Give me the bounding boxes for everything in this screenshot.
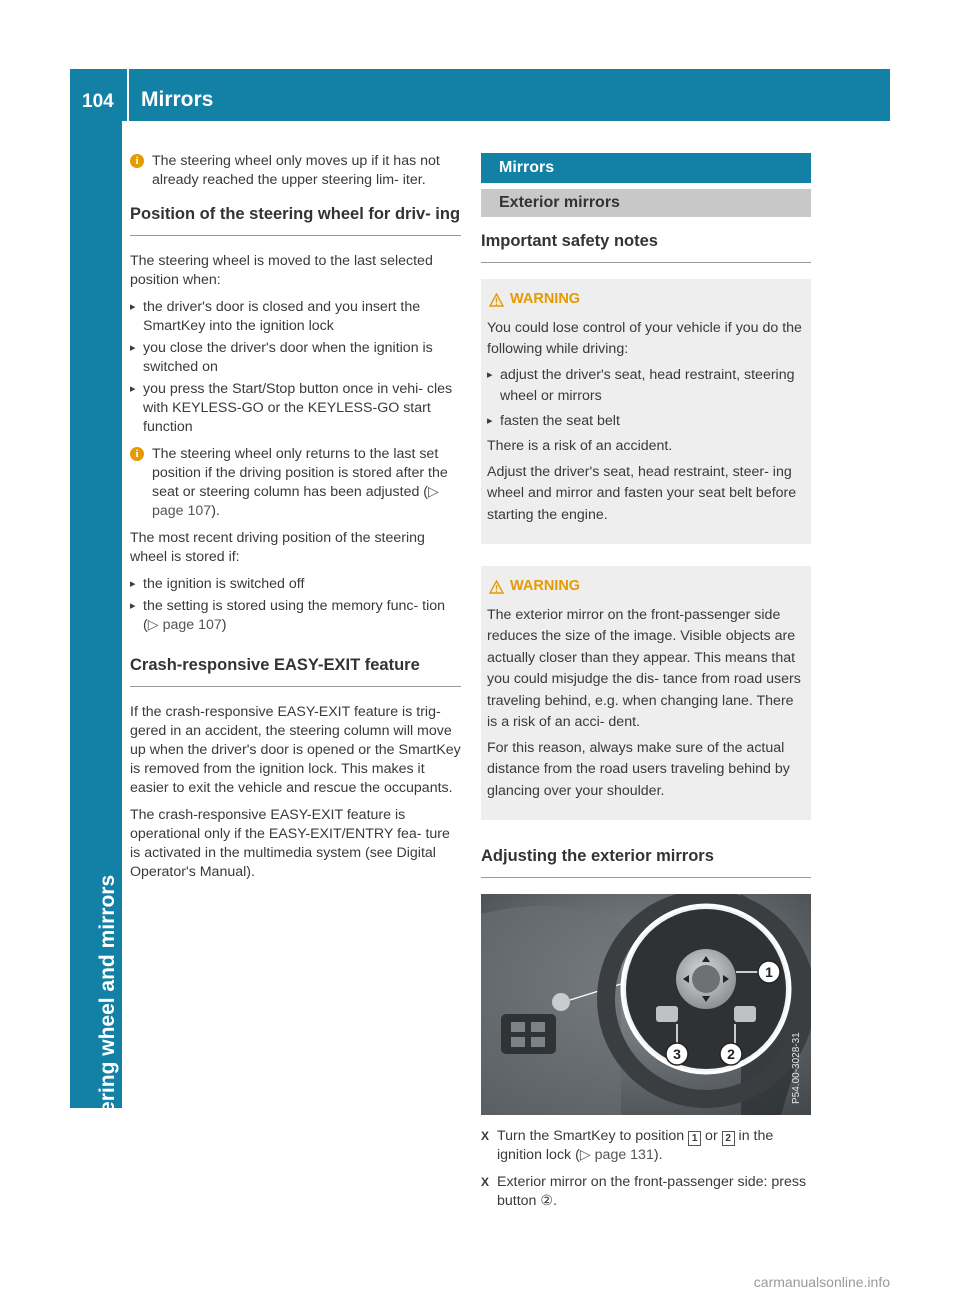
warning-box — [481, 566, 811, 820]
instruction-steps — [481, 1127, 811, 1211]
page-ref-link[interactable]: ▷ page 131 — [579, 1147, 654, 1163]
header-divider — [127, 69, 129, 121]
mirror-control-figure — [481, 894, 811, 1115]
paragraph: For this reason, always make sure of the actual distance from the road users traveling behind by glancing over your shoulder. — [487, 739, 790, 799]
list-item: ▸ you press the Start/Stop button once in vehi- cles with KEYLESS-GO or the KEYLESS-GO start function — [130, 380, 461, 437]
watermark: carmanualsonline.info — [753, 1274, 890, 1290]
note-text: The steering wheel only returns to the last set position if the driving position is stored after the seat or steering column has been adjusted (▷ page 107). — [152, 446, 448, 519]
page-number: 104 — [82, 91, 114, 112]
step-item: X Turn the SmartKey to position 1 or 2 in the ignition lock (▷ page 131). — [481, 1127, 811, 1165]
note-text: The steering wheel only moves up if it has not already reached the upper steering lim- iter. — [152, 153, 440, 188]
paragraph: The exterior mirror on the front-passenger side reduces the size of the image. Visible objects are actually closer than they appear. This means that you could misjudge the dis- tance from road users traveling behind, e.g. when changing lane. There is a risk of an acci- dent. — [487, 606, 801, 730]
bullet-list — [487, 365, 805, 433]
paragraph: The most recent driving position of the steering wheel is stored if: — [130, 530, 425, 565]
list-item: ▸ the setting is stored using the memory func- tion (▷ page 107) — [130, 597, 461, 635]
warning-label: WARNING — [510, 578, 581, 594]
list-item: ▸ the ignition is switched off — [130, 575, 461, 594]
chapter-title: Seats, steering wheel and mirrors — [96, 874, 119, 1211]
right-column — [481, 153, 811, 1219]
page-ref-link[interactable]: ▷ page 107 — [147, 617, 222, 633]
callout-2-label: 2 — [727, 1046, 735, 1062]
section-heading: Adjusting the exterior mirrors — [481, 846, 811, 878]
warning-triangle-icon — [489, 580, 504, 594]
button-ref: ② — [540, 1193, 554, 1209]
list-item: ▸ the driver's door is closed and you insert the SmartKey into the ignition lock — [130, 298, 461, 336]
figure-code: P54.00-3028-31 — [791, 1032, 802, 1104]
step-item: X Exterior mirror on the front-passenger side: press button ②. — [481, 1173, 811, 1211]
page-ref-link[interactable]: ▷ page 107 — [152, 484, 439, 519]
section-bar: Mirrors — [481, 153, 811, 183]
paragraph: You could lose control of your vehicle if you do the following while driving: — [487, 319, 802, 357]
key-position-1: 1 — [688, 1131, 701, 1146]
list-item: ▸ fasten the seat belt — [487, 411, 805, 433]
paragraph: The steering wheel is moved to the last selected position when: — [130, 253, 433, 288]
list-item: ▸ adjust the driver's seat, head restraint, steering wheel or mirrors — [487, 365, 805, 408]
subsection-bar: Exterior mirrors — [481, 189, 811, 217]
bullet-list — [130, 298, 461, 437]
section-heading: Important safety notes — [481, 231, 811, 263]
list-item: ▸ you close the driver's door when the ignition is switched on — [130, 339, 461, 377]
warning-header — [487, 576, 805, 598]
paragraph: Adjust the driver's seat, head restraint, steer- ing wheel and mirror and fasten your seat belt before starting the engine. — [487, 463, 797, 523]
header-title: Mirrors — [141, 88, 214, 111]
paragraph: If the crash-responsive EASY-EXIT feature is trig- gered in an accident, the steering column will move up when the driver's door is opened or the SmartKey is removed from the ignition lock. This makes it easier to exit the vehicle and rescue the occupants. — [130, 704, 461, 796]
figure-illustration — [481, 894, 811, 1115]
chapter-sidebar — [70, 121, 122, 1211]
callout-3-label: 3 — [673, 1046, 681, 1062]
info-note — [130, 445, 461, 521]
page-header — [70, 69, 890, 121]
warning-header — [487, 289, 805, 311]
warning-triangle-icon — [489, 293, 504, 307]
callout-1-label: 1 — [765, 964, 773, 980]
paragraph: The crash-responsive EASY-EXIT feature is operational only if the EASY-EXIT/ENTRY fea- ture is activated in the multimedia system (see Digital Operator's Manual). — [130, 807, 450, 880]
warning-box — [481, 279, 811, 544]
warning-label: WARNING — [510, 291, 581, 307]
info-icon: i — [130, 447, 144, 461]
section-heading: Crash-responsive EASY-EXIT feature — [130, 655, 461, 687]
left-column — [130, 152, 461, 890]
info-icon: i — [130, 154, 144, 168]
key-position-2: 2 — [722, 1131, 735, 1146]
section-heading: Position of the steering wheel for driv- ing — [130, 204, 461, 236]
bullet-list — [130, 575, 461, 635]
paragraph: There is a risk of an accident. — [487, 438, 673, 454]
info-note — [130, 152, 461, 190]
